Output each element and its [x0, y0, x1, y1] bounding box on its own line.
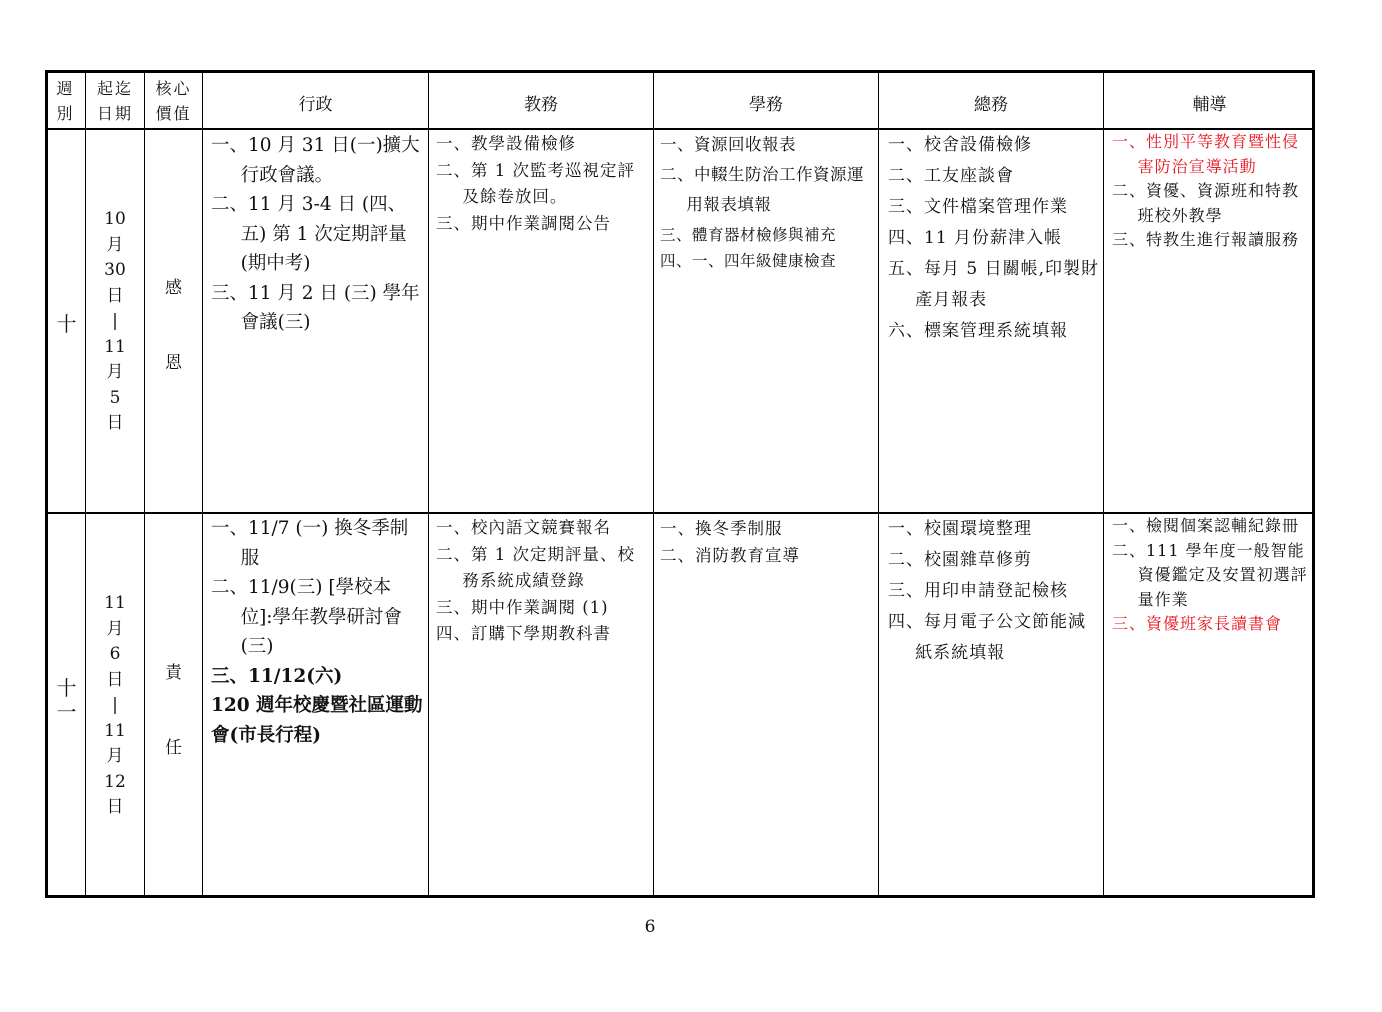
list-item: 一、檢閱個案認輔紀錄冊 — [1112, 516, 1300, 535]
date-range: 10 月 30 日 | 11 月 5 日 — [104, 209, 126, 433]
list-item: 三、期中作業調閱 (1) — [436, 597, 609, 617]
list-item: 三、資優班家長讀書會 — [1112, 614, 1283, 633]
list-item: 二、中輟生防治工作資源運用報表填報 — [660, 165, 864, 214]
list-item: 三、用印申請登記檢核 — [888, 581, 1068, 601]
list-item: 二、第 1 次定期評量、校務系統成績登錄 — [436, 544, 635, 590]
list-item: 一、11/7 (一) 換冬季制服 — [211, 518, 409, 569]
page-number: 6 — [644, 917, 656, 937]
general-items — [888, 130, 1100, 347]
calendar-table — [45, 70, 1315, 898]
list-item: 三、特教生進行報讀服務 — [1112, 230, 1300, 249]
list-item: 一、換冬季制服 — [660, 519, 783, 538]
week-number: 十 一 — [56, 676, 77, 724]
list-item: 一、資源回收報表 — [660, 135, 796, 154]
list-item: 一、校內語文競賽報名 — [436, 518, 611, 537]
list-item: 三、體育器材檢修與補充 — [660, 226, 837, 244]
header-week: 週 別 — [56, 79, 77, 123]
list-item: 二、校園雜草修剪 — [888, 550, 1032, 570]
list-item: 三、期中作業調閱公告 — [436, 213, 611, 233]
list-item: 一、校園環境整理 — [888, 519, 1032, 539]
list-item: 三、11 月 2 日 (三) 學年會議(三) — [211, 282, 420, 333]
header-core-value: 核心 價值 — [155, 79, 192, 123]
list-item: 二、消防教育宣導 — [660, 546, 800, 565]
header-general: 總務 — [974, 95, 1008, 115]
list-item: 一、10 月 31 日(一)擴大行政會議。 — [211, 135, 420, 186]
core-value: 責 任 — [165, 663, 182, 758]
list-item: 三、文件檔案管理作業 — [888, 197, 1068, 217]
academic-items — [436, 131, 650, 237]
header-admin: 行政 — [298, 95, 333, 115]
list-item: 二、資優、資源班和特教班校外教學 — [1112, 181, 1300, 225]
date-range: 11 月 6 日 | 11 月 12 日 — [104, 593, 126, 817]
week-number: 十 — [56, 312, 77, 336]
list-item: 四、一、四年級健康檢查 — [660, 252, 837, 270]
list-item: 二、工友座談會 — [888, 166, 1014, 186]
list-item: 二、11/9(三) [學校本位]:學年教學研討會(三) — [211, 577, 403, 657]
list-item: 五、每月 5 日關帳,印製財產月報表 — [888, 259, 1100, 310]
header-academic: 教務 — [524, 95, 558, 115]
list-item: 二、第 1 次監考巡視定評及餘卷放回。 — [436, 160, 635, 206]
list-item: 一、校舍設備檢修 — [888, 135, 1032, 155]
core-value: 感 恩 — [165, 278, 182, 373]
list-item: 二、11 月 3-4 日 (四、五) 第 1 次定期評量(期中考) — [211, 194, 407, 274]
student-items — [660, 130, 876, 272]
header-counsel: 輔導 — [1192, 95, 1227, 115]
header-student: 學務 — [749, 95, 783, 115]
list-item: 二、111 學年度一般智能資優鑑定及安置初選評量作業 — [1112, 540, 1308, 609]
admin-items — [211, 514, 423, 750]
list-item: 120 週年校慶暨社區運動會(市長行程) — [211, 695, 423, 746]
list-item: 四、11 月份薪津入帳 — [888, 228, 1063, 248]
academic-items — [436, 515, 650, 648]
counsel-items — [1112, 514, 1312, 637]
list-item: 一、性別平等教育暨性侵害防治宣導活動 — [1112, 132, 1300, 176]
list-item: 三、11/12(六) — [211, 665, 343, 687]
list-item: 四、每月電子公文節能減紙系統填報 — [888, 612, 1086, 663]
header-dates: 起迄 日期 — [96, 79, 133, 123]
list-item: 一、教學設備檢修 — [436, 134, 576, 153]
general-items — [888, 514, 1100, 669]
list-item: 六、標案管理系統填報 — [888, 321, 1068, 341]
admin-items — [211, 131, 423, 338]
list-item: 四、訂購下學期教科書 — [436, 624, 611, 643]
counsel-items — [1112, 130, 1312, 253]
student-items — [660, 515, 876, 569]
